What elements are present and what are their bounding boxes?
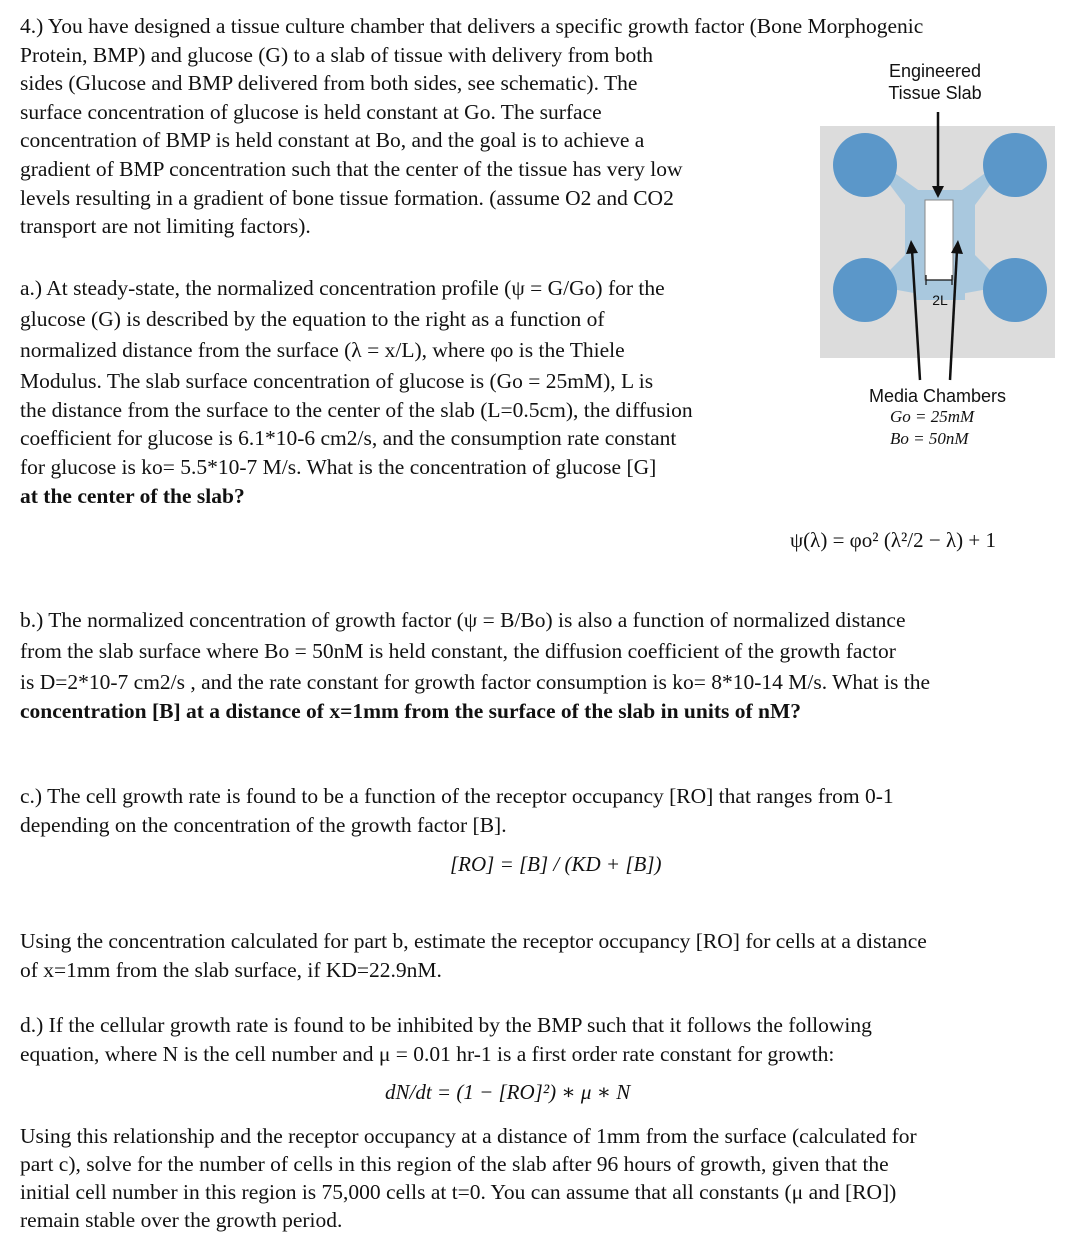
intro-line-4: concentration of BMP is held constant at Bo, and the goal is to achieve a <box>20 128 645 153</box>
thickness-label: 2L <box>932 292 948 308</box>
part-c-line-2: depending on the concentration of the growth factor [B]. <box>20 813 507 837</box>
go-value: Go = 25mM <box>890 407 975 426</box>
part-c-line-1: c.) The cell growth rate is found to be a function of the receptor occupancy [RO] that ranges from 0-1 <box>20 784 894 808</box>
part-b-line-4: concentration [B] at a distance of x=1mm from the surface of the slab in units of nM? <box>20 699 802 723</box>
part-a-line-1: a.) At steady-state, the normalized concentration profile (ψ = G/Go) for the <box>20 276 665 300</box>
part-a-line-6: coefficient for glucose is 6.1*10-6 cm2/s, and the consumption rate constant <box>20 426 677 450</box>
part-d-followup-3: initial cell number in this region is 75,000 cells at t=0. You can assume that all constants (μ and [RO]) <box>20 1180 897 1204</box>
problem-heading: 4.) You have designed a tissue culture chamber that delivers a specific growth factor (Bone Morphogenic <box>20 14 924 38</box>
well-bottom-right <box>983 258 1047 322</box>
part-d-equation: dN/dt = (1 − [RO]²) ∗ μ ∗ N <box>385 1080 631 1104</box>
intro-line-2: sides (Glucose and BMP delivered from both sides, see schematic). The <box>20 71 638 96</box>
part-a-line-8: at the center of the slab? <box>20 484 245 508</box>
part-d-followup-1: Using this relationship and the receptor occupancy at a distance of 1mm from the surface (calculated for <box>20 1124 917 1148</box>
part-d-line-1: d.) If the cellular growth rate is found to be inhibited by the BMP such that it follows the following <box>20 1013 872 1037</box>
part-c-followup-2: of x=1mm from the slab surface, if KD=22.9nM. <box>20 958 442 982</box>
diagram-top-label-1: Engineered <box>888 61 982 81</box>
part-d-followup-4: remain stable over the growth period. <box>20 1208 343 1232</box>
diagram-top-label-2: Tissue Slab <box>888 83 982 103</box>
part-a-equation: ψ(λ) = φo² (λ²/2 − λ) + 1 <box>790 528 996 552</box>
part-a-line-7: for glucose is ko= 5.5*10-7 M/s. What is the concentration of glucose [G] <box>20 455 657 479</box>
part-b-line-1: b.) The normalized concentration of growth factor (ψ = B/Bo) is also a function of normalized distance <box>20 608 906 632</box>
intro-line-5: gradient of BMP concentration such that the center of the tissue has very low <box>20 157 683 181</box>
bo-value: Bo = 50nM <box>890 429 969 448</box>
intro-line-1: Protein, BMP) and glucose (G) to a slab of tissue with delivery from both <box>20 42 653 67</box>
part-a-line-3: normalized distance from the surface (λ = x/L), where φo is the Thiele <box>20 338 625 362</box>
part-b-line-3: is D=2*10-7 cm2/s , and the rate constant for growth factor consumption is ko= 8*10-14 M/s. What is the <box>20 670 930 694</box>
intro-line-7: transport are not limiting factors). <box>20 214 311 239</box>
part-a-line-5: the distance from the surface to the center of the slab (L=0.5cm), the diffusion <box>20 398 693 422</box>
part-c-equation: [RO] = [B] / (KD + [B]) <box>450 852 662 876</box>
well-bottom-left <box>833 258 897 322</box>
part-c-followup-1: Using the concentration calculated for part b, estimate the receptor occupancy [RO] for cells at a distance <box>20 929 927 953</box>
tissue-slab <box>925 200 953 280</box>
part-d-line-2: equation, where N is the cell number and μ = 0.01 hr-1 is a first order rate constant for growth: <box>20 1042 835 1066</box>
part-b-line-2: from the slab surface where Bo = 50nM is held constant, the diffusion coefficient of the growth factor <box>20 639 896 663</box>
part-d-followup-2: part c), solve for the number of cells in this region of the slab after 96 hours of growth, given that the <box>20 1152 889 1176</box>
well-top-right <box>983 133 1047 197</box>
intro-line-3: surface concentration of glucose is held constant at Go. The surface <box>20 99 602 124</box>
well-top-left <box>833 133 897 197</box>
media-chambers-label: Media Chambers <box>868 386 1007 406</box>
intro-line-6: levels resulting in a gradient of bone tissue formation. (assume O2 and CO2 <box>20 185 674 210</box>
part-a-line-4: Modulus. The slab surface concentration of glucose is (Go = 25mM), L is <box>20 369 654 393</box>
part-a-line-2: glucose (G) is described by the equation to the right as a function of <box>20 307 605 331</box>
